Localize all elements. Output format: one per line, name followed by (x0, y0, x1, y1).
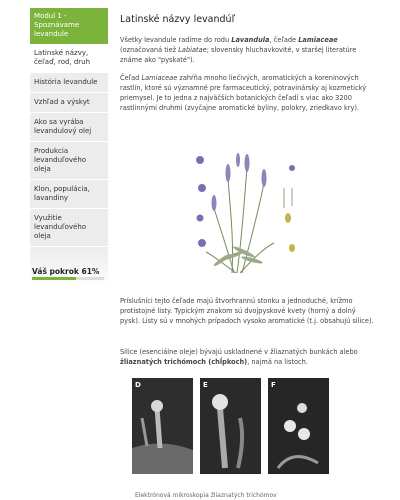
sidebar-item-oil-production-method[interactable]: Ako sa vyrába levandulový olej (30, 113, 108, 142)
sidebar-item-history[interactable]: História levandule (30, 73, 108, 93)
micrograph-e: E (200, 378, 261, 474)
figure-caption: Elektrónová mikroskopia žliaznatých trichómov (135, 492, 277, 499)
sidebar-item-appearance[interactable]: Vzhľad a výskyt (30, 93, 108, 113)
sidebar-item-oil-production[interactable]: Produkcia levanduľového oleja (30, 142, 108, 180)
progress-bar (32, 277, 104, 280)
main-content (120, 8, 375, 121)
paragraph-stem: Príslušníci tejto čeľade majú štvorhrannú stonku a jednoduché, krížmo protistojné listy. Typickým znakom sú dvojpyskové kvety (horný a dolný pysk). Listy sú v mnohých prípadoch vysoko aromatické (t.j. obsahujú silice). (120, 297, 374, 325)
paragraph-oils: Silice (esenciálne oleje) bývajú uskladnené v žliaznatých bunkách alebo žliaznatých trichómoch (chĺpkoch), najmä na listoch. (120, 348, 358, 366)
lavender-botanical-illustration (192, 148, 302, 288)
sidebar-item-clone-population[interactable]: Klon, populácia, lavandiny (30, 180, 108, 209)
progress-label: Váš pokrok 61% (32, 267, 100, 276)
module-title[interactable]: Modul 1 - Spoznávame levandule (30, 8, 108, 44)
sidebar (30, 8, 108, 287)
progress-bar-fill (32, 277, 76, 280)
micrograph-f: F (268, 378, 329, 474)
sidebar-item-oil-usage[interactable]: Využitie levanduľového oleja (30, 209, 108, 247)
page-title: Latinské názvy levandúľ (120, 14, 236, 25)
paragraph-intro: Všetky levandule radíme do rodu Lavandula, čeľade Lamiaceae (označovaná tiež Labiatae; slovensky hluchavkovité, v staršej literatúre známe ako "pyskaté"). (120, 36, 357, 64)
paragraph-family: Čeľad Lamiaceae zahŕňa mnoho liečivých, aromatických a koreninových rastlín, ktoré sú významné pre farmaceutický, potravinársky aj kozmetický priemysel. Je to jedna z najväčších botanických čeľadí s viac ako 3200 rastlinnými druhmi (zvyčajne aromatické byliny, polokry, zriedkavo kry). (120, 74, 367, 112)
sidebar-item-latin-names[interactable]: Latinské názvy, čeľaď, rod, druh (30, 44, 108, 73)
micrograph-d: D (132, 378, 193, 474)
